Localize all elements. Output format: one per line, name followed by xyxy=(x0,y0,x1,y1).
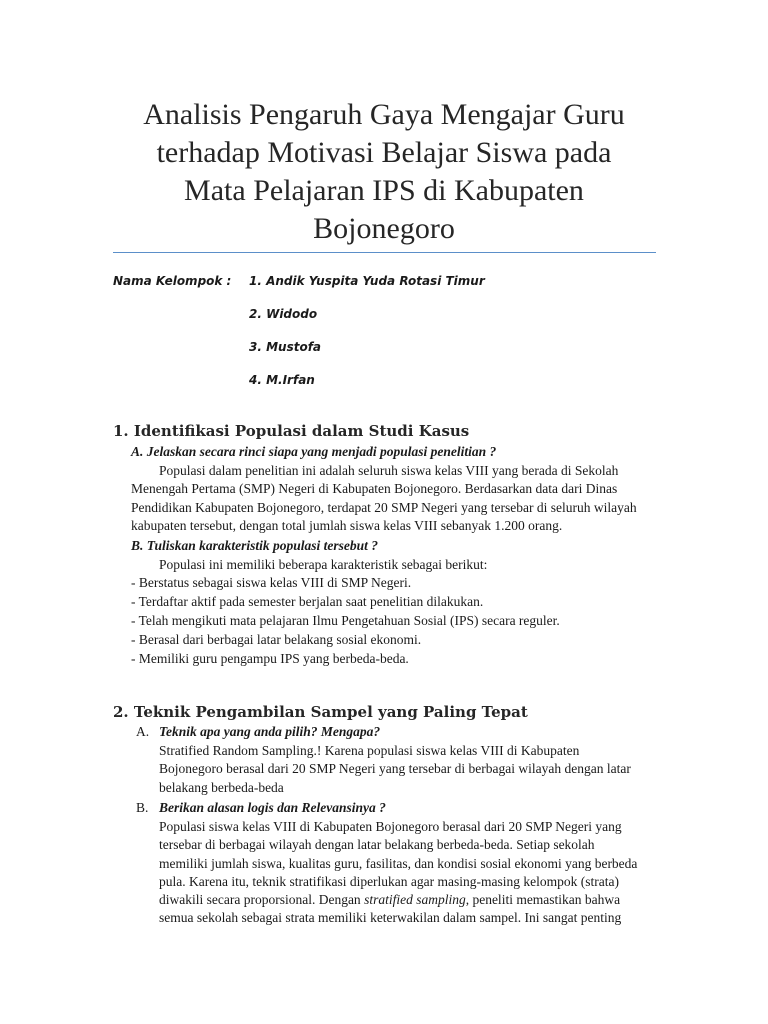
paragraph-line: memiliki jumlah siswa, kualitas guru, fasilitas, dan kondisi sosial ekonomi yang berbeda xyxy=(159,855,638,871)
answer-b-paragraph xyxy=(159,818,649,928)
list-marker: B. xyxy=(136,800,149,815)
paragraph-line: Bojonegoro berasal dari 20 SMP Negeri yang tersebar di berbagai wilayah dengan latar xyxy=(159,761,631,777)
section-heading: 2. Teknik Pengambilan Sampel yang Paling Tepat xyxy=(113,703,528,721)
title-line: Analisis Pengaruh Gaya Mengajar Guru xyxy=(143,98,625,131)
question-b: Berikan alasan logis dan Relevansinya ? xyxy=(159,800,386,815)
paragraph-line: Menengah Pertama (SMP) Negeri di Kabupaten Bojonegoro. Berdasarkan data dari Dinas xyxy=(131,481,618,497)
answer-a-paragraph xyxy=(131,462,656,535)
paragraph-line: Populasi siswa kelas VIII di Kabupaten Bojonegoro berasal dari 20 SMP Negeri yang xyxy=(159,819,622,834)
paragraph-line: Pendidikan Kabupaten Bojonegoro, terdapat 20 SMP Negeri yang tersebar di seluruh wilayah xyxy=(131,499,637,515)
paragraph-line: semua sekolah sebagai strata memiliki keterwakilan dalam sampel. Ini sangat penting xyxy=(159,910,622,926)
paragraph-line: kabupaten tersebut, dengan total jumlah siswa kelas VIII sebanyak 1.200 orang. xyxy=(131,517,563,533)
answer-a-paragraph xyxy=(159,742,649,797)
list-item: - Memiliki guru pengampu IPS yang berbeda-beda. xyxy=(131,651,409,666)
group-member: 4. M.Irfan xyxy=(249,373,315,387)
paragraph-line: belakang berbeda-beda xyxy=(159,779,284,795)
group-member: 3. Mustofa xyxy=(249,340,322,354)
title-line: Mata Pelajaran IPS di Kabupaten xyxy=(184,174,584,207)
title-divider xyxy=(113,252,656,253)
paragraph-line: pula. Karena itu, teknik stratifikasi diperlukan agar masing-masing kelompok (strata) xyxy=(159,873,619,889)
question-b: B. Tuliskan karakteristik populasi tersebut ? xyxy=(131,538,379,553)
paragraph-line: diwakili secara proporsional. Dengan stratified sampling, peneliti memastikan bahwa xyxy=(159,892,621,908)
paragraph-line: Stratified Random Sampling.! Karena populasi siswa kelas VIII di Kabupaten xyxy=(159,743,580,758)
list-item: - Telah mengikuti mata pelajaran Ilmu Pengetahuan Sosial (IPS) secara reguler. xyxy=(131,613,560,628)
italic-term: stratified sampling xyxy=(364,892,466,908)
document-title xyxy=(112,96,656,248)
list-marker: A. xyxy=(136,724,150,739)
list-item: - Berstatus sebagai siswa kelas VIII di SMP Negeri. xyxy=(131,575,412,590)
group-member: 2. Widodo xyxy=(249,307,318,321)
list-item: - Berasal dari berbagai latar belakang sosial ekonomi. xyxy=(131,632,422,647)
paragraph-line: tersebar di berbagai wilayah dengan latar belakang berbeda-beda. Setiap sekolah xyxy=(159,837,595,853)
paragraph-line: Populasi dalam penelitian ini adalah seluruh siswa kelas VIII yang berada di Sekolah xyxy=(159,463,619,478)
group-member: 1. Andik Yuspita Yuda Rotasi Timur xyxy=(249,274,485,288)
question-a: A. Jelaskan secara rinci siapa yang menjadi populasi penelitian ? xyxy=(131,444,497,459)
title-line: terhadap Motivasi Belajar Siswa pada xyxy=(156,136,612,169)
title-line: Bojonegoro xyxy=(313,212,455,245)
group-label: Nama Kelompok : xyxy=(113,274,232,288)
characteristics-intro: Populasi ini memiliki beberapa karakteristik sebagai berikut: xyxy=(159,557,488,572)
section-heading: 1. Identifikasi Populasi dalam Studi Kasus xyxy=(113,422,470,440)
list-item: - Terdaftar aktif pada semester berjalan saat penelitian dilakukan. xyxy=(131,594,484,609)
question-a: Teknik apa yang anda pilih? Mengapa? xyxy=(159,724,381,739)
